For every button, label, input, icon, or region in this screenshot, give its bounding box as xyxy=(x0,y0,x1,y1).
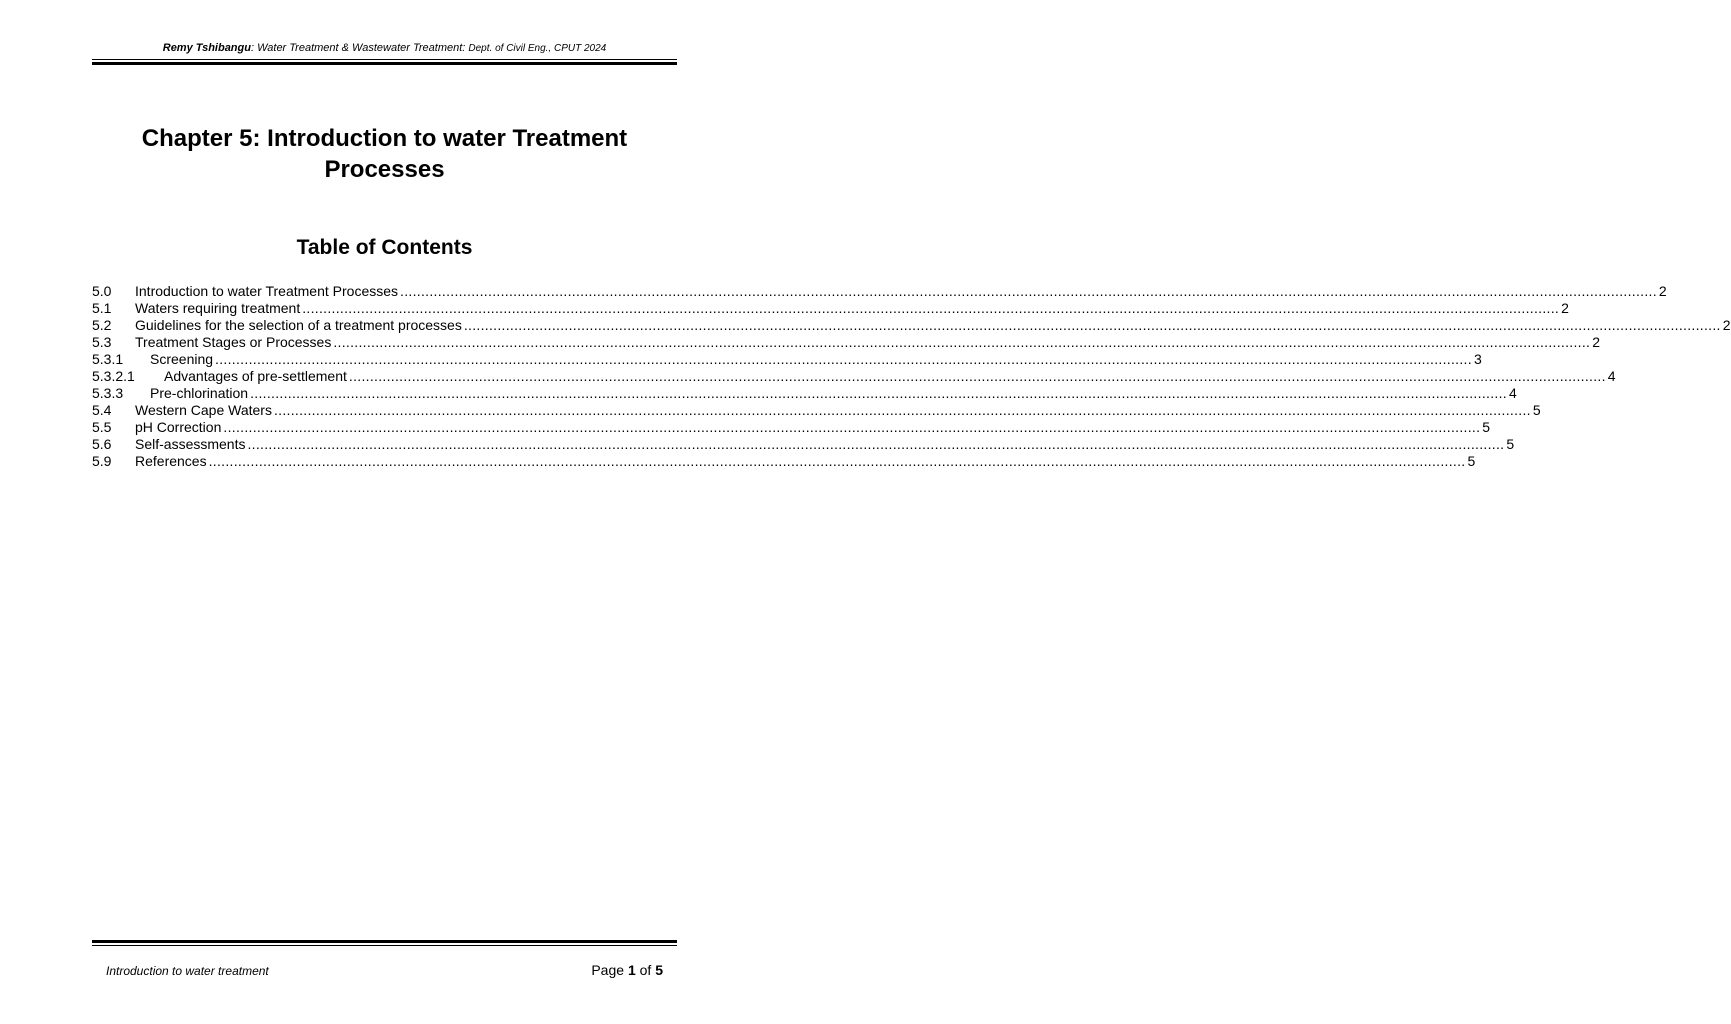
toc-entry-page: 5 xyxy=(1467,453,1476,469)
toc-entry[interactable] xyxy=(92,385,1517,402)
toc-entry-title: Self-assessments xyxy=(135,436,246,452)
toc-entry-title: pH Correction xyxy=(135,419,222,435)
header-course: : Water Treatment & Wastewater Treatment: xyxy=(250,42,469,54)
toc-entry-page: 4 xyxy=(1508,385,1517,401)
chapter-title-line-1: Chapter 5: Introduction to water Treatment xyxy=(141,125,628,152)
toc-entry-title: Treatment Stages or Processes xyxy=(135,334,332,350)
toc-entry-number: 5.3.3 xyxy=(92,385,124,401)
toc-entry-page: 5 xyxy=(1506,436,1515,452)
running-header xyxy=(92,42,677,54)
toc-entry[interactable] xyxy=(92,283,1667,300)
toc-entry-title: Guidelines for the selection of a treatment processes xyxy=(135,317,462,333)
toc-entry[interactable] xyxy=(92,402,1541,419)
toc-entry-page: 5 xyxy=(1482,419,1491,435)
toc-dot-leader: ............................................................................................................................................................................................................................................................................................................ xyxy=(208,453,1466,469)
toc-entry-page: 2 xyxy=(1722,317,1731,333)
toc-title: Table of Contents xyxy=(296,236,473,259)
toc-entry-number: 5.1 xyxy=(92,300,112,316)
toc-dot-leader: ............................................................................................................................................................................................................................................................................................................ xyxy=(247,436,1505,452)
toc-entry-number: 5.0 xyxy=(92,283,112,299)
toc-entry-number: 5.6 xyxy=(92,436,112,452)
toc-entry-number: 5.4 xyxy=(92,402,112,418)
toc-entry[interactable] xyxy=(92,419,1491,436)
toc-entry-number: 5.3.2.1 xyxy=(92,368,135,384)
toc-dot-leader: ............................................................................................................................................................................................................................................................................................................ xyxy=(400,283,1657,299)
toc-entry-page: 2 xyxy=(1561,300,1569,316)
toc-dot-leader: ............................................................................................................................................................................................................................................................................................................ xyxy=(348,368,1606,384)
page-total: 5 xyxy=(655,962,663,978)
page-of: of xyxy=(635,962,656,978)
toc-entry[interactable] xyxy=(92,300,1569,317)
toc-entry-title: Pre-chlorination xyxy=(150,385,249,401)
header-rule-thick xyxy=(92,62,677,65)
toc-dot-leader: ............................................................................................................................................................................................................................................................................................................ xyxy=(250,385,1507,401)
toc-entry[interactable] xyxy=(92,436,1515,453)
page-label: Page xyxy=(591,962,628,978)
header-rule-thin xyxy=(92,59,677,60)
toc-entry-number: 5.9 xyxy=(92,453,112,469)
header-dept: Dept. of Civil Eng., CPUT 2024 xyxy=(468,43,607,54)
toc-entry[interactable] xyxy=(92,453,1476,470)
toc-entry-number: 5.3 xyxy=(92,334,112,350)
toc-dot-leader: ............................................................................................................................................................................................................................................................................................................ xyxy=(463,317,1721,333)
footer-rule-thin xyxy=(92,945,677,946)
footer-rule-thick xyxy=(92,940,677,943)
toc-entry-page: 4 xyxy=(1607,368,1616,384)
toc-entry-title: Introduction to water Treatment Processes xyxy=(135,283,399,299)
toc-entry-number: 5.2 xyxy=(92,317,112,333)
page-current: 1 xyxy=(627,962,636,978)
toc-entry[interactable] xyxy=(92,334,1601,351)
toc-entry-page: 3 xyxy=(1473,351,1482,367)
table-of-contents xyxy=(92,283,1731,470)
toc-entry-number: 5.3.1 xyxy=(92,351,124,367)
toc-entry-title: Screening xyxy=(150,351,214,367)
toc-entry-title: Waters requiring treatment xyxy=(135,300,301,316)
chapter-title xyxy=(92,123,677,185)
toc-entry[interactable] xyxy=(92,317,1731,334)
toc-dot-leader: ............................................................................................................................................................................................................................................................................................................ xyxy=(302,300,1560,316)
header-author: Remy Tshibangu xyxy=(162,42,251,54)
chapter-title-line-2: Processes xyxy=(324,156,445,183)
toc-dot-leader: ............................................................................................................................................................................................................................................................................................................ xyxy=(215,351,1472,367)
toc-entry-title: Advantages of pre-settlement xyxy=(164,368,347,384)
footer-title: Introduction to water treatment xyxy=(106,964,269,978)
toc-dot-leader: ............................................................................................................................................................................................................................................................................................................ xyxy=(273,402,1531,418)
toc-entry-title: References xyxy=(135,453,207,469)
toc-entry-page: 2 xyxy=(1658,283,1667,299)
toc-entry[interactable] xyxy=(92,351,1482,368)
toc-entry-title: Western Cape Waters xyxy=(135,402,272,418)
toc-entry-page: 5 xyxy=(1532,402,1541,418)
page-number xyxy=(591,962,663,978)
toc-entry-number: 5.5 xyxy=(92,419,112,435)
toc-entry[interactable] xyxy=(92,368,1616,385)
toc-dot-leader: ............................................................................................................................................................................................................................................................................................................ xyxy=(223,419,1481,435)
toc-entry-page: 2 xyxy=(1592,334,1601,350)
toc-dot-leader: ............................................................................................................................................................................................................................................................................................................ xyxy=(333,334,1591,350)
